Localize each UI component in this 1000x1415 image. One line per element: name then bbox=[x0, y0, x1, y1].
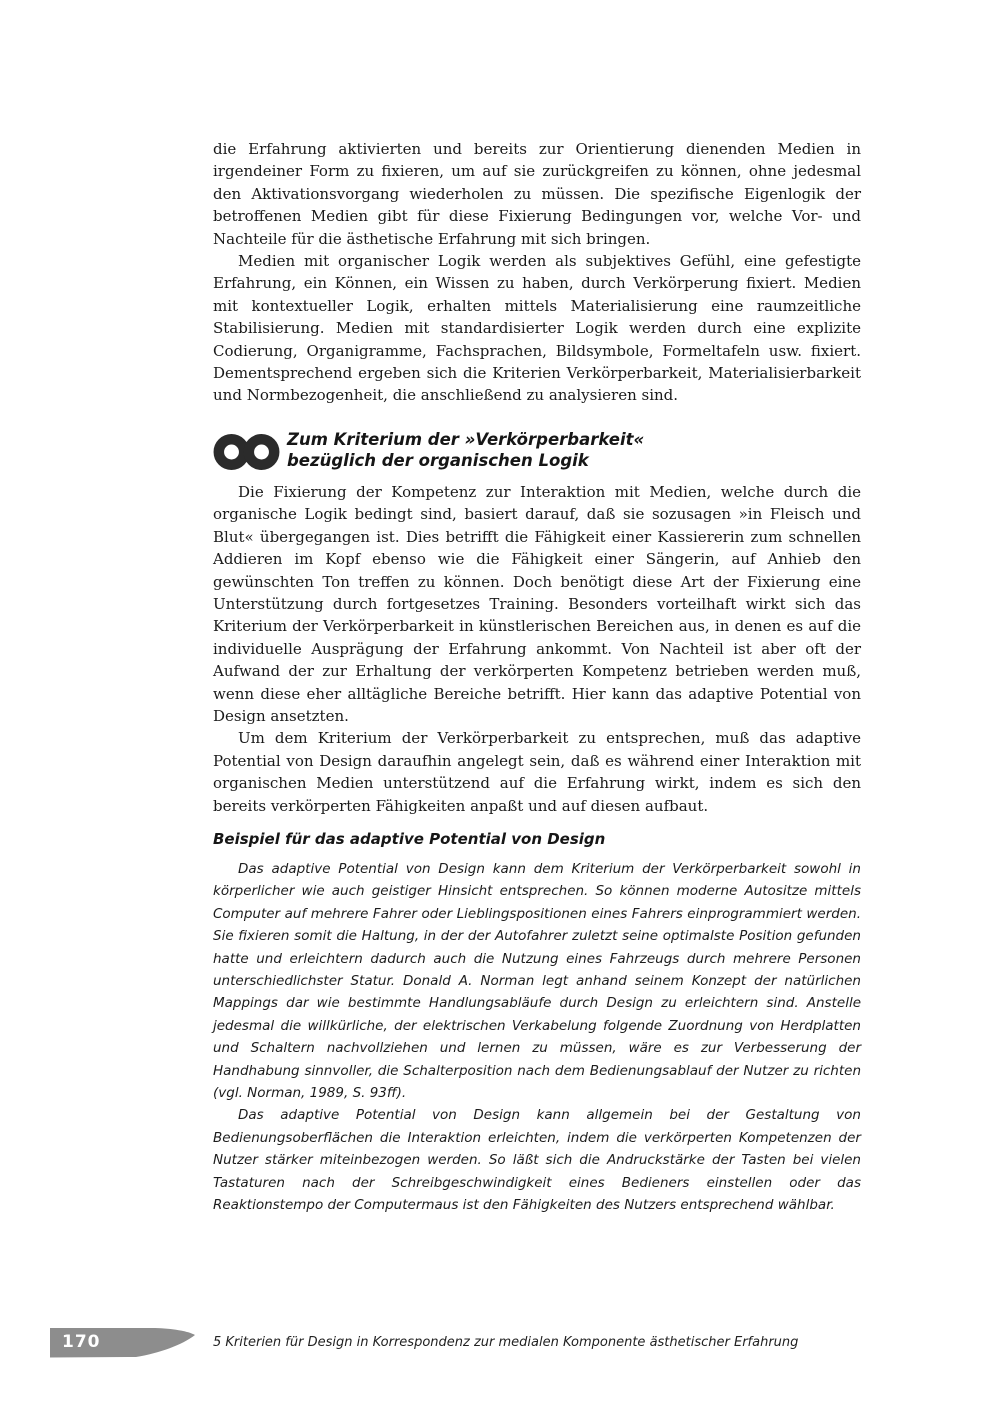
infinity-icon bbox=[213, 433, 281, 471]
example-heading: Beispiel für das adaptive Potential von Design bbox=[213, 829, 606, 848]
page-footer bbox=[0, 1328, 1000, 1362]
section-heading-line2: bezüglich der organischen Logik bbox=[287, 450, 589, 470]
footer-title: 5 Kriterien für Design in Korrespondenz zur medialen Komponente ästhetischer Erfahrung bbox=[213, 1335, 799, 1350]
example-paragraph-1: Das adaptive Potential von Design kann dem Kriterium der Verkörperbarkeit sowohl in körperlicher wie auch geistiger Hinsicht entsprechen. So können moderne Autositze mittels Computer auf mehrere Fahrer oder Lieblingspositionen eines Fahrers einprogrammiert werden. Sie fixieren somit die Haltung, in der der Autofahrer zuletzt seine optimalste Position gefunden hatte und erleichtern dadurch auch die Nutzung eines Fahrzeugs durch mehrere Personen unterschiedlichster Statur. Donald A. Norman legt anhand seinem Konzept der natürlichen Mappings dar wie bestimmte Handlungsabläufe durch Design zu erleichtern sind. Anstelle jedesmal die willkürliche, der elektrischen Verkabelung folgende Zuordnung von Herdplatten und Schaltern nachvollziehen und lernen zu müssen, wäre es zur Verbesserung der Handhabung sinnvoller, die Schalterposition nach dem Bedienungsablauf der Nutzer zu richten (vgl. Norman, 1989, S. 93ff). bbox=[213, 860, 861, 1102]
page-number: 170 bbox=[62, 1332, 101, 1352]
paragraph-kriterium: Um dem Kriterium der Verkörperbarkeit zu entsprechen, muß das adaptive Potential von Design daraufhin angelegt sein, daß es während einer Interaktion mit organischen Medien unterstützend auf die Erfahrung wirkt, indem es sich den bereits verkörperten Fähigkeiten anpaßt und auf diesen aufbaut. bbox=[213, 729, 861, 815]
section-heading bbox=[213, 429, 861, 471]
section-heading-line1: Zum Kriterium der »Verkörperbarkeit« bbox=[287, 429, 645, 449]
section-heading-text bbox=[287, 429, 644, 471]
paragraph-intro: die Erfahrung aktivierten und bereits zur Orientierung dienenden Medien in irgendeiner Form zu fixieren, um auf sie zurückgreifen zu können, ohne jedesmal den Aktivationsvorgang wiederholen zu müssen. Die spezifische Eigenlogik der betroffenen Medien gibt für diese Fixierung Bedingungen vor, welche Vor- und Nachteile für die ästhetische Erfahrung mit sich bringen. bbox=[213, 140, 861, 248]
paragraph-fixierung: Die Fixierung der Kompetenz zur Interaktion mit Medien, welche durch die organische Logik bedingt sind, basiert darauf, daß sie sozusagen »in Fleisch und Blut« übergegangen ist. Dies betrifft die Fähigkeit einer Kassiererin zum schnellen Addieren im Kopf ebenso wie die Fähigkeit einer Sängerin, auf Anhieb den gewünschten Ton treffen zu können. Doch benötigt diese Art der Fixierung eine Unterstützung durch fortgesetzes Training. Besonders vorteilhaft wirkt sich das Kriterium der Verkörperbarkeit in künstlerischen Bereichen aus, in denen es auf die individuelle Ausprägung der Erfahrung ankommt. Von Nachteil ist aber oft der Aufwand der zur Erhaltung der verkörperten Kompetenz betrieben werden muß, wenn diese eher alltägliche Bereiche betrifft. Hier kann das adaptive Potential von Design ansetzten. bbox=[213, 482, 861, 725]
paragraph-medien: Medien mit organischer Logik werden als subjektives Gefühl, eine gefestigte Erfahrung, ein Können, ein Wissen zu haben, durch Verkörperung fixiert. Medien mit kontextueller Logik, erhalten mittels Materialisierung eine raumzeitliche Stabilisierung. Medien mit standardisierter Logik werden durch eine explizite Codierung, Organigramme, Fachsprachen, Bildsymbole, Formeltafeln usw. fixiert. Dementsprechend ergeben sich die Kriterien Verkörperbarkeit, Materialisierbarkeit und Normbezogenheit, die anschließend zu analysieren sind. bbox=[213, 252, 861, 405]
example-paragraph-2: Das adaptive Potential von Design kann allgemein bei der Gestaltung von Bedienungsoberflächen die Interaktion erleichten, indem die verkörperten Kompetenzen der Nutzer stärker miteinbezogen werden. So läßt sich die Andruckstärke der Tasten bei vielen Tastaturen nach der Schreibgeschwindigkeit eines Bedieners einstellen oder das Reaktionstempo der Computermaus ist den Fähigkeiten des Nutzers entsprechend wählbar. bbox=[213, 1107, 861, 1214]
body-text-column bbox=[213, 138, 861, 1216]
